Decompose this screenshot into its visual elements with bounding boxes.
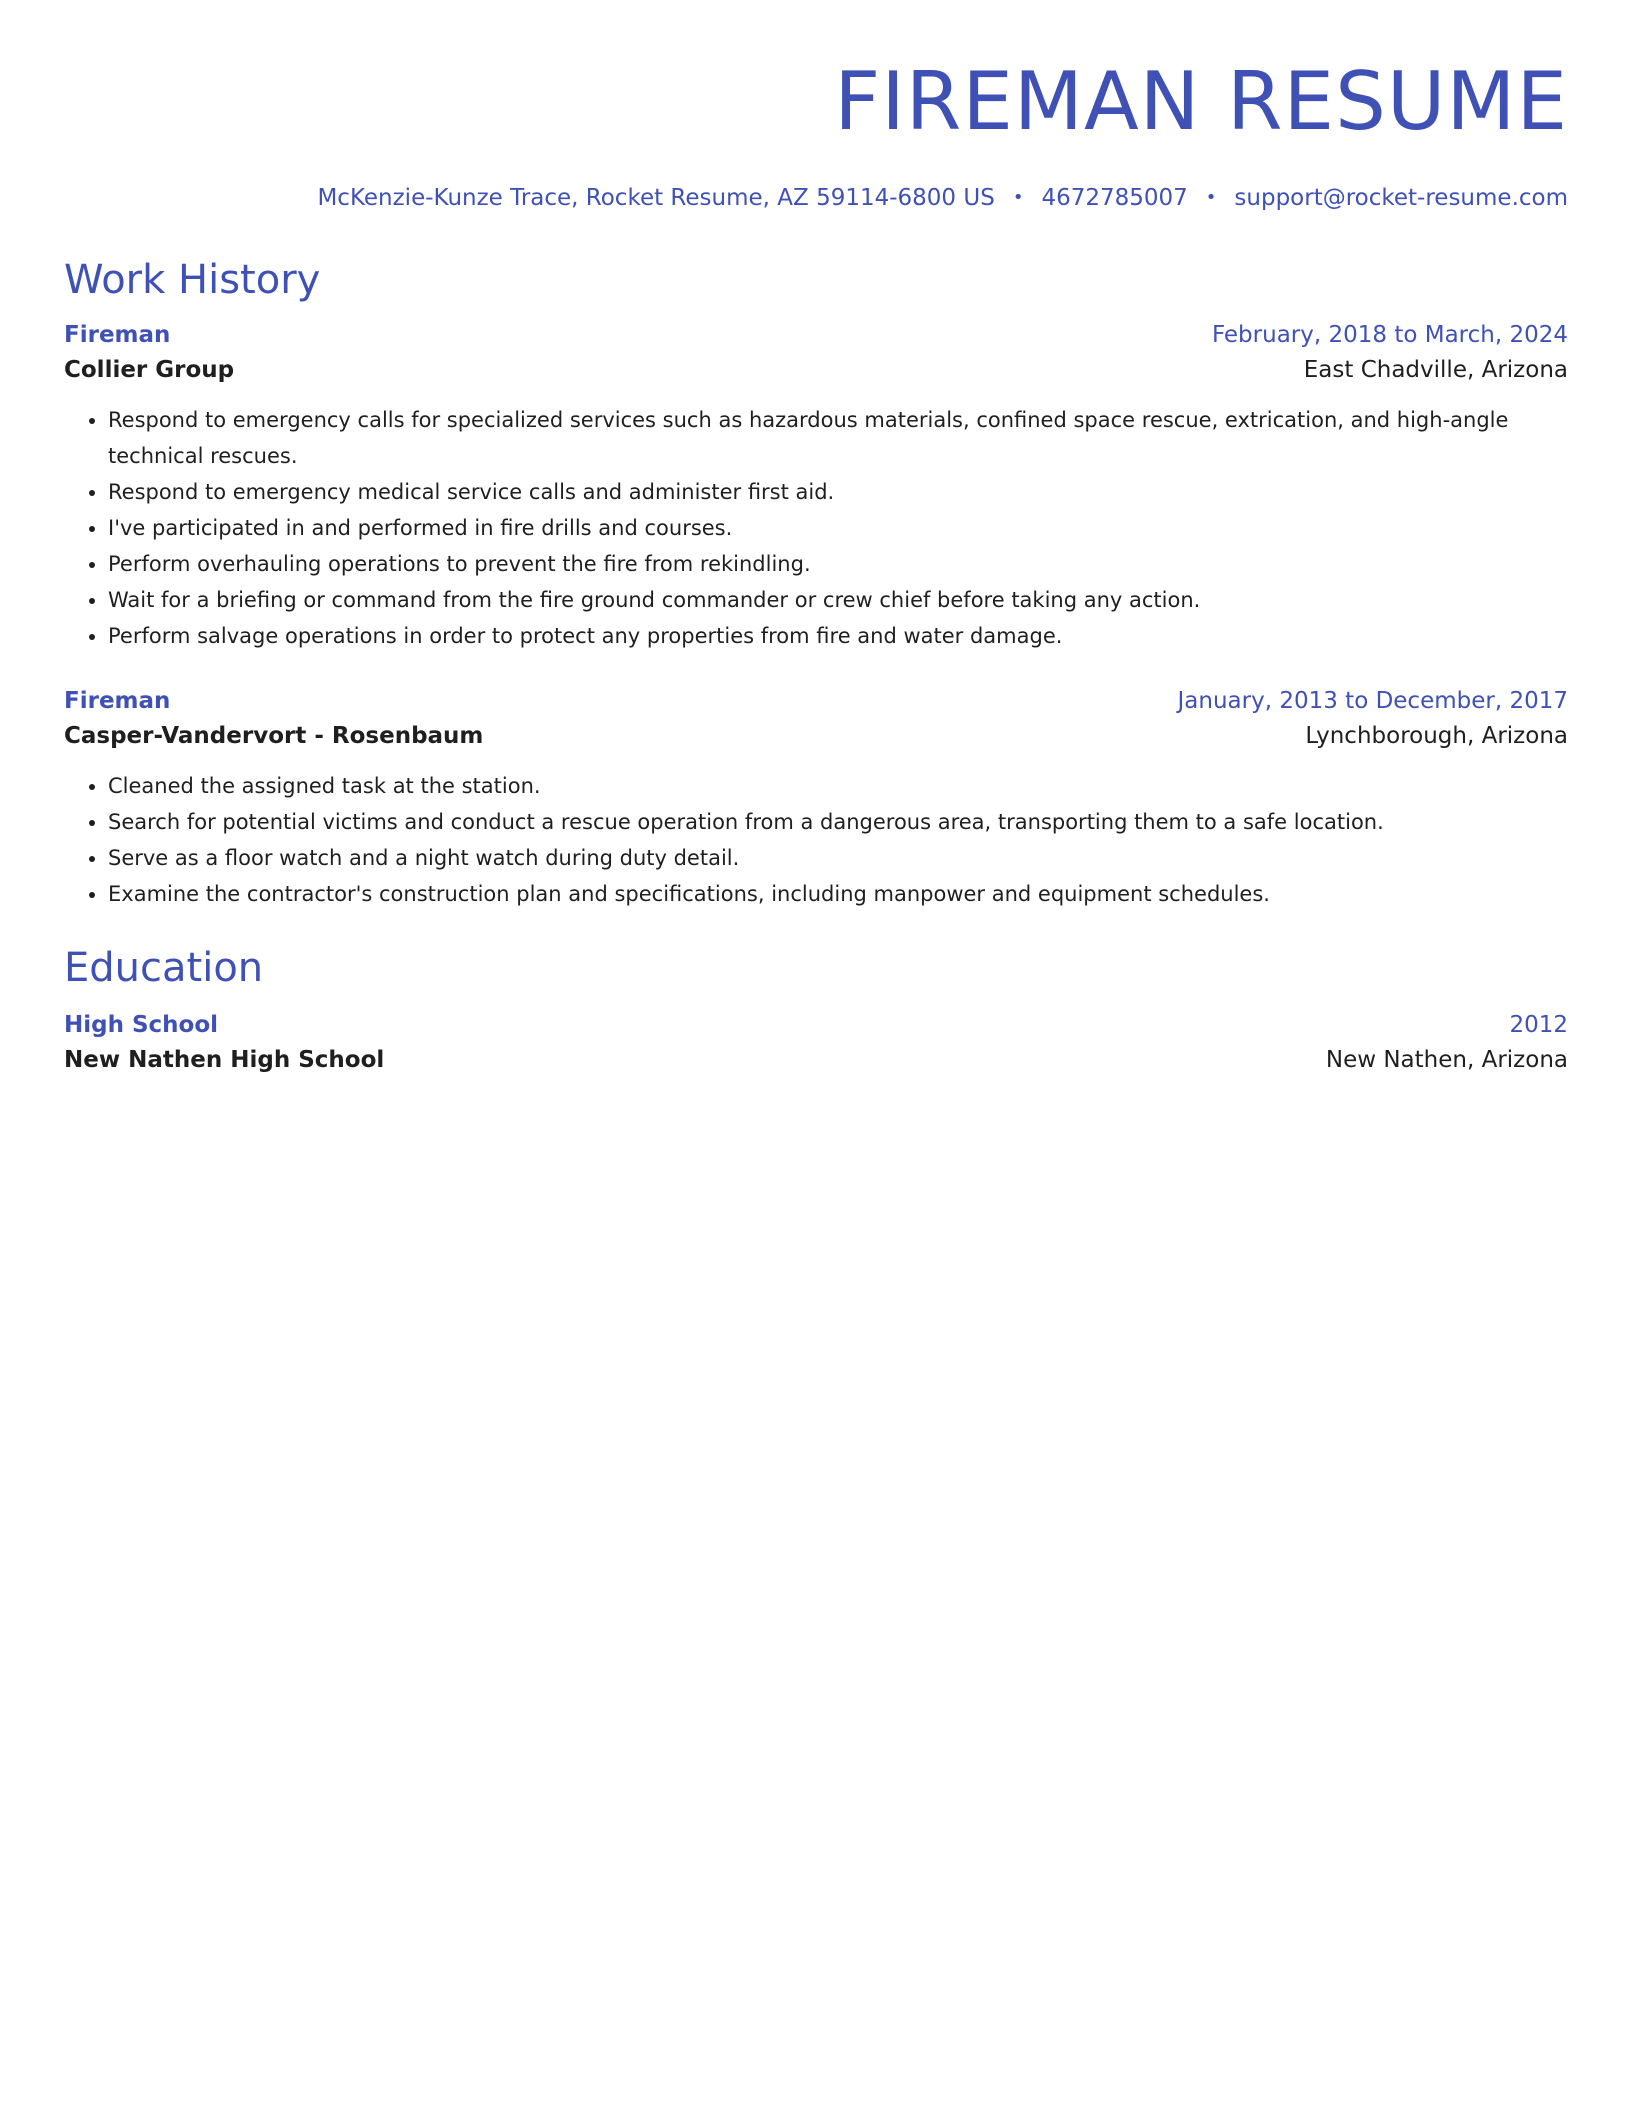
job-bullet: • Search for potential victims and conduct a rescue operation from a dangerous area, transporting them to a safe location. [108,804,1568,840]
contact-line [64,182,1568,214]
job-bullets [64,768,1568,912]
contact-phone: 4672785007 [1041,185,1188,211]
job-role-row [64,684,1568,718]
education-degree: High School [64,1012,219,1038]
job-bullet: • Cleaned the assigned task at the station. [108,768,1568,804]
education-year: 2012 [1509,1012,1568,1038]
job-bullet: • Respond to emergency medical service calls and administer first aid. [108,474,1568,510]
job-entry [64,684,1568,912]
job-company-row [64,352,1568,388]
contact-separator: • [1012,187,1024,208]
job-bullet: • Perform salvage operations in order to protect any properties from fire and water damage. [108,618,1568,654]
job-role-row [64,318,1568,352]
job-dates: February, 2018 to March, 2024 [1211,322,1568,348]
job-bullet: • Perform overhauling operations to prevent the fire from rekindling. [108,546,1568,582]
job-dates: January, 2013 to December, 2017 [1177,688,1568,714]
education-heading: Education [64,945,264,991]
job-role: Fireman [64,688,171,714]
education-school-row [64,1042,1568,1078]
education-entry [64,1008,1568,1078]
job-bullet: • Serve as a floor watch and a night watch during duty detail. [108,840,1568,876]
job-bullet: • Wait for a briefing or command from the fire ground commander or crew chief before taking any action. [108,582,1568,618]
job-company-row [64,718,1568,754]
resume-title: FIREMAN RESUME [834,55,1568,148]
job-location: East Chadville, Arizona [1303,357,1568,383]
job-entry [64,318,1568,654]
education-school: New Nathen High School [64,1047,385,1073]
job-bullets [64,402,1568,654]
job-bullet: • I've participated in and performed in fire drills and courses. [108,510,1568,546]
job-location: Lynchborough, Arizona [1305,723,1568,749]
contact-email: support@rocket-resume.com [1234,185,1568,211]
job-company: Casper-Vandervort - Rosenbaum [64,723,484,749]
education-location: New Nathen, Arizona [1325,1047,1568,1073]
contact-separator: • [1205,187,1217,208]
education-degree-row [64,1008,1568,1042]
contact-address: McKenzie-Kunze Trace, Rocket Resume, AZ 59114-6800 US [317,185,995,211]
job-bullet: • Examine the contractor's construction plan and specifications, including manpower and equipment schedules. [108,876,1568,912]
work-history-heading: Work History [64,257,321,303]
job-bullet: • Respond to emergency calls for specialized services such as hazardous materials, confined space rescue, extrication, and high-angle technical rescues. [108,402,1568,474]
job-company: Collier Group [64,357,235,383]
job-role: Fireman [64,322,171,348]
